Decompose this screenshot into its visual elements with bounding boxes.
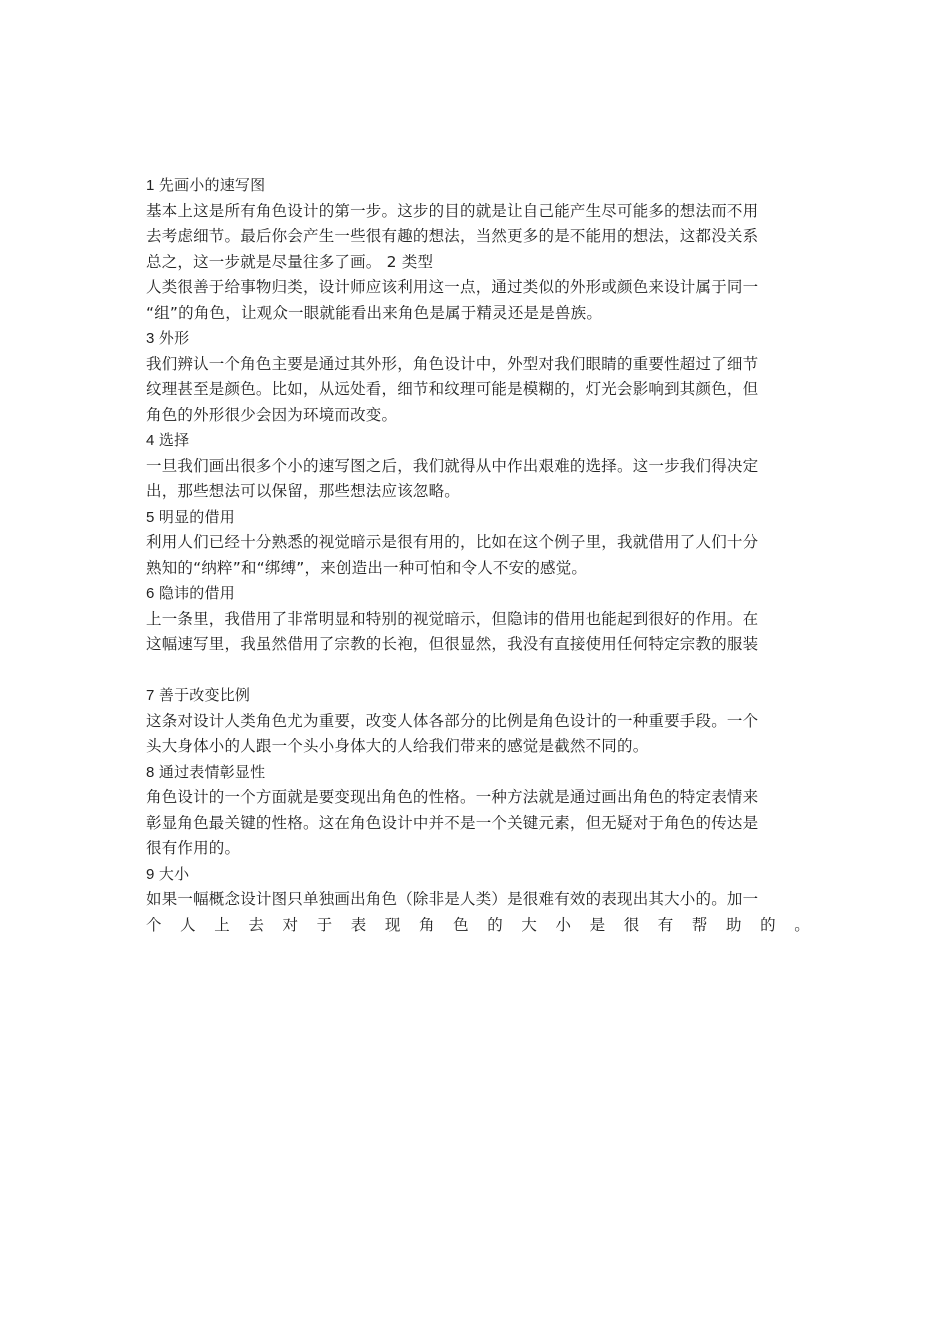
paragraph-line-justified: 个 人 上 去 对 于 表 现 角 色 的 大 小 是 很 有 帮 助 的 。 xyxy=(146,915,810,934)
blank-line xyxy=(146,658,810,684)
paragraph-line: 角色设计的一个方面就是要变现出角色的性格。一种方法就是通过画出角色的特定表情来 xyxy=(146,788,759,806)
paragraph-line: 这条对设计人类角色尤为重要，改变人体各部分的比例是角色设计的一种重要手段。一个 xyxy=(146,711,759,730)
section-heading-5: 5 明显的借用 xyxy=(146,508,235,526)
paragraph-line: 基本上这是所有角色设计的第一步。这步的目的就是让自己能产生尽可能多的想法而不用 xyxy=(146,201,759,220)
paragraph-line: 很有作用的。 xyxy=(146,839,241,857)
paragraph-line: 如果一幅概念设计图只单独画出角色（除非是人类）是很难有效的表现出其大小的。加一 xyxy=(146,890,759,908)
section-heading-6: 6 隐讳的借用 xyxy=(146,585,235,602)
paragraph-line: 一旦我们画出很多个小的速写图之后，我们就得从中作出艰难的选择。这一步我们得决定 xyxy=(146,456,759,475)
paragraph-line: 人类很善于给事物归类，设计师应该利用这一点，通过类似的外形或颜色来设计属于同一 xyxy=(146,278,759,296)
paragraph-line: 我们辨认一个角色主要是通过其外形，角色设计中，外型对我们眼睛的重要性超过了细节 xyxy=(146,354,759,373)
paragraph-line: 总之，这一步就是尽量往多了画。 2 类型 xyxy=(146,252,434,271)
paragraph-line: 利用人们已经十分熟悉的视觉暗示是很有用的，比如在这个例子里，我就借用了人们十分 xyxy=(146,533,759,551)
section-heading-3: 3 外形 xyxy=(146,330,190,347)
paragraph-line: 纹理甚至是颜色。比如，从远处看，细节和纹理可能是模糊的，灯光会影响到其颜色，但 xyxy=(146,380,759,398)
paragraph-line: 熟知的“纳粹”和“绑缚”，来创造出一种可怕和令人不安的感觉。 xyxy=(146,558,588,577)
paragraph-line: 上一条里，我借用了非常明显和特别的视觉暗示，但隐讳的借用也能起到很好的作用。在 xyxy=(146,609,759,628)
section-heading-4: 4 选择 xyxy=(146,432,190,449)
paragraph-line: 出，那些想法可以保留，那些想法应该忽略。 xyxy=(146,482,461,500)
section-heading-1: 1 先画小的速写图 xyxy=(146,177,266,194)
section-heading-9: 9 大小 xyxy=(146,865,190,883)
section-heading-8: 8 通过表情彰显性 xyxy=(146,763,266,781)
paragraph-line: 头大身体小的人跟一个头小身体大的人给我们带来的感觉是截然不同的。 xyxy=(146,737,649,755)
paragraph-line: 去考虑细节。最后你会产生一些很有趣的想法，当然更多的是不能用的想法，这都没关系 xyxy=(146,227,759,245)
section-heading-7: 7 善于改变比例 xyxy=(146,687,251,704)
paragraph-line: 角色的外形很少会因为环境而改变。 xyxy=(146,405,398,424)
paragraph-line: 这幅速写里，我虽然借用了宗教的长袍，但很显然，我没有直接使用任何特定宗教的服装 xyxy=(146,635,759,653)
paragraph-line: 彰显角色最关键的性格。这在角色设计中并不是一个关键元素，但无疑对于角色的传达是 xyxy=(146,813,759,832)
paragraph-line: “组”的角色，让观众一眼就能看出来角色是属于精灵还是是兽族。 xyxy=(146,303,603,322)
document-page xyxy=(146,173,810,938)
